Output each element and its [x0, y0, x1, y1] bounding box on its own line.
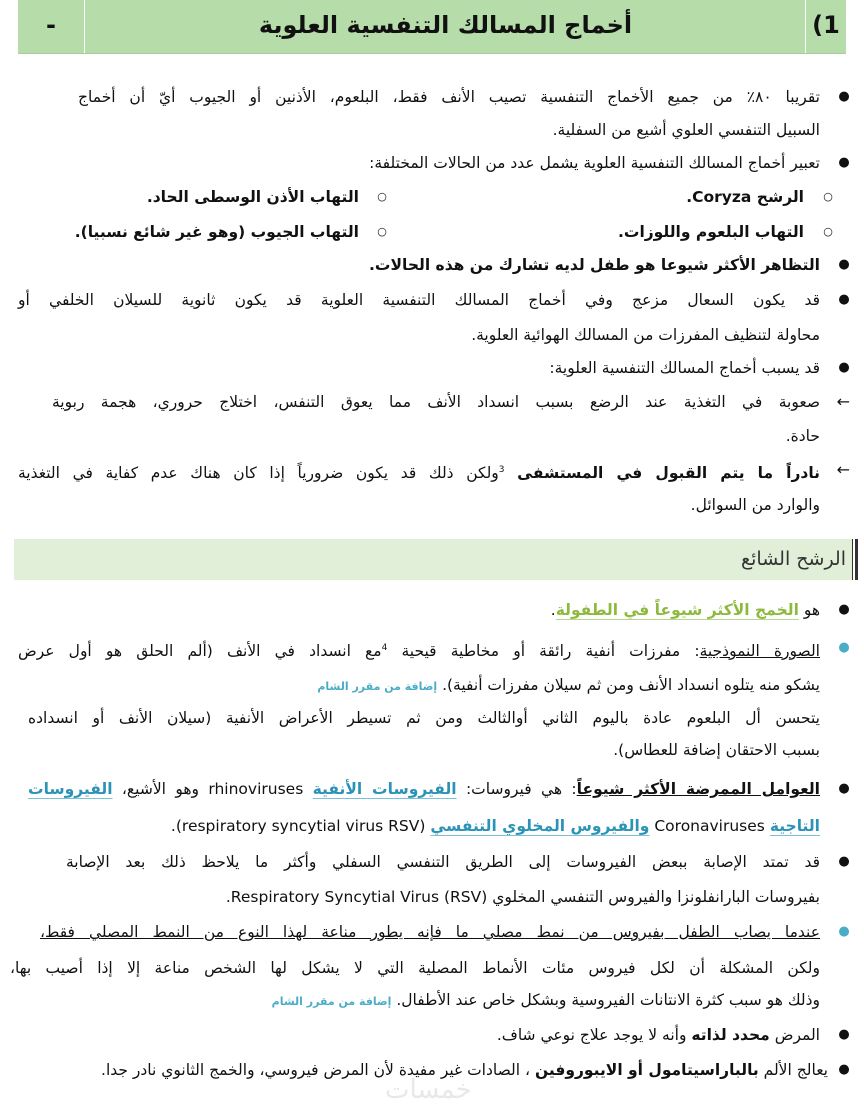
paragraph-line: يشكو منه يتلوه انسداد الأنف ومن ثم سيلان مفرزات أنفية). إضافة من مقرر الشام	[317, 676, 820, 694]
paragraph-line: والوارد من السوائل.	[690, 496, 820, 514]
bullet-icon: ●	[838, 292, 850, 307]
paragraph-line: ولكن المشكلة أن لكل فيروس مئات الأنماط المصلية التي لا يشكل لها الشخص مناعة إلا إذا أصيب بها،	[10, 959, 820, 977]
sub-item: التهاب الجيوب (وهو غير شائع نسبيا).	[74, 223, 359, 241]
paragraph-line: تعبير أخماج المسالك التنفسية العلوية يشمل عدد من الحالات المختلفة:	[369, 154, 820, 172]
paragraph-line: قد يكون السعال مزعج وفي أخماج المسالك التنفسية العلوية قد يكون ثانوية للسيلان الخلفي أو	[18, 291, 820, 309]
bullet-icon: ●	[838, 360, 850, 375]
source-note: إضافة من مقرر الشام	[317, 680, 438, 693]
bullet-icon: ●	[838, 1062, 850, 1077]
bullet-icon: ●	[838, 640, 850, 655]
bullet-icon: ●	[838, 924, 850, 939]
circle-bullet-icon: ○	[823, 225, 833, 238]
bullet-icon: ●	[838, 89, 850, 104]
paragraph-line: يتحسن أل البلعوم عادة باليوم الثاني أوالثالث ومن ثم تسيطر الأعراض الأنفية (سيلان الأنف أو انسداده	[28, 709, 820, 727]
source-note: إضافة من مقرر الشام	[271, 995, 392, 1008]
paragraph-line: المرض محدد لذاته وأنه لا يوجد علاج نوعي شاف.	[496, 1026, 820, 1044]
paragraph-line: الصورة النموذجية: مفرزات أنفية رائقة أو مخاطية قيحية $^4$مع انسداد في الأنف (ألم الحلق هو أول عرض	[18, 642, 820, 661]
bullet-icon: ●	[838, 602, 850, 617]
paragraph-line: نادراً ما يتم القبول في المستشفى $^3$ولكن ذلك قد يكون ضرورياً إذا كان هناك عدم كفاية في التغذية	[18, 464, 820, 483]
paragraph-line: تقريبا ٨٠٪ من جميع الأخماج التنفسية تصيب الأنف فقط، البلعوم، الأذنين أو الجيوب أيّ أن أخماج	[78, 88, 820, 106]
bullet-icon: ●	[838, 155, 850, 170]
arrow-left-icon: ←	[836, 460, 850, 479]
watermark: خمسات	[385, 1075, 472, 1105]
section-heading	[14, 539, 852, 580]
circle-bullet-icon: ○	[377, 225, 387, 238]
paragraph-line: بسبب الاحتقان إضافة للعطاس).	[613, 741, 820, 759]
bullet-icon: ●	[838, 1027, 850, 1042]
paragraph-line: السبيل التنفسي العلوي أشيع من السفلية.	[552, 121, 820, 139]
paragraph-line: بفيروسات البارانفلونزا والفيروس التنفسي المخلوي (Respiratory Syncytial Virus (RSV.	[225, 888, 820, 906]
section-title: الرشح الشائع	[741, 548, 846, 570]
paragraph-line: صعوبة في التغذية عند الرضع بسبب انسداد الأنف مما يعوق التنفس، اختلاج حروري، هجمة ربوية	[52, 393, 820, 411]
chapter-dash: -	[46, 11, 56, 39]
bullet-icon: ●	[838, 781, 850, 796]
paragraph-line: هو الخمج الأكثر شيوعاً في الطفولة.	[550, 601, 820, 619]
chapter-title: أخماج المسالك التنفسية العلوية	[258, 11, 633, 39]
bullet-icon: ●	[838, 854, 850, 869]
paragraph-line: عندما يصاب الطفل بفيروس من نمط مصلي ما فإنه يطور مناعة لهذا النوع من النمط المصلي فقط،	[40, 923, 820, 941]
paragraph-line: العوامل الممرضة الأكثر شيوعاً: هي فيروسات: الفيروسات الأنفية rhinoviruses وهو الأشيع، الفيروسات	[28, 780, 820, 798]
paragraph-line: قد يسبب أخماج المسالك التنفسية العلوية:	[549, 359, 820, 377]
paragraph-line: وذلك هو سبب كثرة الانتانات الفيروسية وبشكل خاص عند الأطفال. إضافة من مقرر الشام	[271, 991, 820, 1009]
chapter-number: 1)	[812, 11, 840, 39]
paragraph-line: التاجية Coronaviruses والفيروس المخلوي التنفسي (respiratory syncytial virus RSV).	[170, 817, 820, 835]
paragraph-line: التظاهر الأكثر شيوعا هو طفل لديه تشارك من هذه الحالات.	[369, 256, 820, 274]
paragraph-line: محاولة لتنظيف المفرزات من المسالك الهوائية العلوية.	[471, 326, 820, 344]
paragraph-line: حادة.	[785, 427, 820, 445]
paragraph-line: قد تمتد الإصابة ببعض الفيروسات إلى الطريق التنفسي السفلي وأكثر ما يلاحظ ذلك بعد الإصابة	[66, 853, 820, 871]
highlight-text: الخمج الأكثر شيوعاً في الطفولة	[555, 601, 799, 619]
circle-bullet-icon: ○	[823, 190, 833, 203]
sub-item: التهاب البلعوم واللوزات.	[617, 223, 804, 241]
bullet-icon: ●	[838, 257, 850, 272]
chapter-header	[18, 0, 846, 54]
sub-item: التهاب الأذن الوسطى الحاد.	[146, 188, 359, 206]
sub-item: الرشح Coryza.	[686, 188, 804, 206]
paragraph-line: يعالج الألم بالباراسيتامول أو الايبوروفين ، الصادات غير مفيدة لأن المرض فيروسي، والخمج الثانوي نادر جدا.	[101, 1061, 828, 1079]
circle-bullet-icon: ○	[377, 190, 387, 203]
arrow-left-icon: ←	[836, 392, 850, 411]
